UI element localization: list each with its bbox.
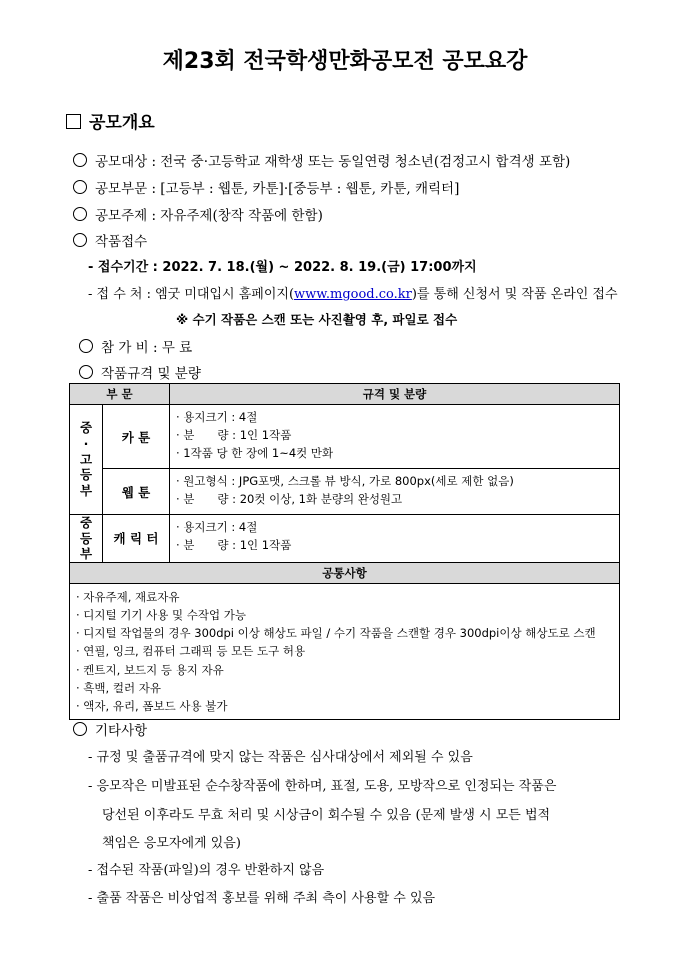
- item-fee: [79, 336, 192, 356]
- circle-bullet-icon: [73, 180, 87, 194]
- detail-line: · 원고형식 : JPG포맷, 스크롤 뷰 방식, 가로 800px(세로 제한 없음): [176, 474, 514, 488]
- list-item: · 켄트지, 보드지 등 용지 자유: [76, 662, 224, 677]
- header-section: 부 문: [70, 384, 170, 405]
- item-target-text: 공모대상 : 전국 중·고등학교 재학생 또는 동일연령 청소년(검정고시 합격생 포함): [95, 154, 571, 170]
- item-category: [73, 177, 459, 197]
- other-heading: [73, 719, 147, 739]
- circle-bullet-icon: [73, 233, 87, 247]
- item-target: [73, 150, 570, 170]
- submission-place-suffix: )를 통해 신청서 및 작품 온라인 접수: [411, 287, 618, 302]
- detail-line: · 분 량 : 20컷 이상, 1화 분량의 완성원고: [176, 492, 403, 506]
- section-heading-overview: [66, 108, 155, 133]
- table-row: [70, 515, 620, 563]
- circle-bullet-icon: [73, 153, 87, 167]
- item-theme: [73, 204, 323, 224]
- other-item-continued: 당선된 이후라도 무효 처리 및 시상금이 회수될 수 있음 (문제 발생 시 모든 법적: [102, 808, 551, 823]
- detail-line: · 1작품 당 한 장에 1~4컷 만화: [176, 446, 334, 460]
- submission-place-prefix: - 접 수 처 : 엠굿 미대입시 홈페이지(: [88, 287, 295, 302]
- group-middle-school: [70, 515, 103, 563]
- item-category-text: 공모부문 : [고등부 : 웹툰, 카툰]·[중등부 : 웹툰, 카툰, 캐릭터]: [95, 181, 460, 197]
- spec-table-header: [70, 384, 620, 405]
- list-item: · 자유주제, 재료자유: [76, 589, 180, 604]
- other-item: - 접수된 작품(파일)의 경우 반환하지 않음: [88, 863, 325, 878]
- section-heading-label: 공모개요: [89, 113, 155, 133]
- item-spec: [79, 362, 201, 382]
- table-row: [70, 469, 620, 515]
- list-item: · 디지털 작업물의 경우 300dpi 이상 해상도 파일 / 수기 작품을 스캔할 경우 300dpi이상 해상도로 스캔: [76, 626, 596, 641]
- item-spec-text: 작품규격 및 분량: [101, 366, 201, 382]
- list-item: · 흑백, 컬러 자유: [76, 680, 161, 695]
- group-high-school-label: 중·고등부: [79, 420, 93, 498]
- item-submission-text: 작품접수: [95, 234, 148, 250]
- circle-bullet-icon: [79, 339, 93, 353]
- item-theme-text: 공모주제 : 자유주제(창작 작품에 한함): [95, 208, 323, 224]
- group-middle-school-label: 중등부: [79, 515, 93, 562]
- header-spec: 규격 및 분량: [170, 384, 620, 405]
- other-item-continued: 책임은 응모자에게 있음): [102, 836, 241, 851]
- document-title: 제23회 전국학생만화공모전 공모요강: [162, 49, 528, 74]
- other-item: - 규정 및 출품규격에 맞지 않는 작품은 심사대상에서 제외될 수 있음: [88, 750, 473, 765]
- list-item: · 디지털 기기 사용 및 수작업 가능: [76, 608, 247, 623]
- detail-line: · 분 량 : 1인 1작품: [176, 538, 292, 552]
- category-cartoon: 카 툰: [103, 405, 170, 469]
- table-row: [70, 405, 620, 469]
- detail-line: · 용지크기 : 4절: [176, 520, 258, 534]
- circle-bullet-icon: [73, 722, 87, 736]
- checkbox-square-icon: [66, 114, 81, 129]
- submission-place: [88, 283, 618, 302]
- other-item: - 출품 작품은 비상업적 홍보를 위해 주최 측이 사용할 수 있음: [88, 891, 436, 906]
- details-character: [170, 515, 620, 563]
- group-high-school: [70, 405, 103, 515]
- common-header: 공통사항: [70, 562, 620, 583]
- details-webtoon: [170, 469, 620, 515]
- detail-line: · 용지크기 : 4절: [176, 410, 258, 424]
- item-fee-text: 참 가 비 : 무 료: [101, 340, 193, 356]
- other-item: - 응모작은 미발표된 순수창작품에 한하며, 표절, 도용, 모방작으로 인정되는 작품은: [88, 779, 557, 794]
- detail-line: · 분 량 : 1인 1작품: [176, 428, 292, 442]
- details-cartoon: [170, 405, 620, 469]
- spec-table: [69, 383, 620, 720]
- item-submission: [73, 230, 147, 250]
- other-heading-text: 기타사항: [95, 723, 148, 739]
- category-webtoon: 웹 툰: [103, 469, 170, 515]
- list-item: · 액자, 유리, 폼보드 사용 불가: [76, 699, 228, 714]
- submission-period: - 접수기간 : 2022. 7. 18.(월) ~ 2022. 8. 19.(금) 17:00까지: [88, 260, 477, 275]
- common-body-row: [70, 583, 620, 719]
- website-link[interactable]: www.mgood.co.kr: [294, 287, 412, 302]
- submission-note: ※ 수기 작품은 스캔 또는 사진촬영 후, 파일로 접수: [176, 312, 458, 327]
- common-items: [70, 583, 620, 719]
- common-header-row: [70, 562, 620, 583]
- circle-bullet-icon: [79, 365, 93, 379]
- category-character: 캐 릭 터: [103, 515, 170, 563]
- list-item: · 연필, 잉크, 컴퓨터 그래픽 등 모든 도구 허용: [76, 644, 306, 659]
- circle-bullet-icon: [73, 207, 87, 221]
